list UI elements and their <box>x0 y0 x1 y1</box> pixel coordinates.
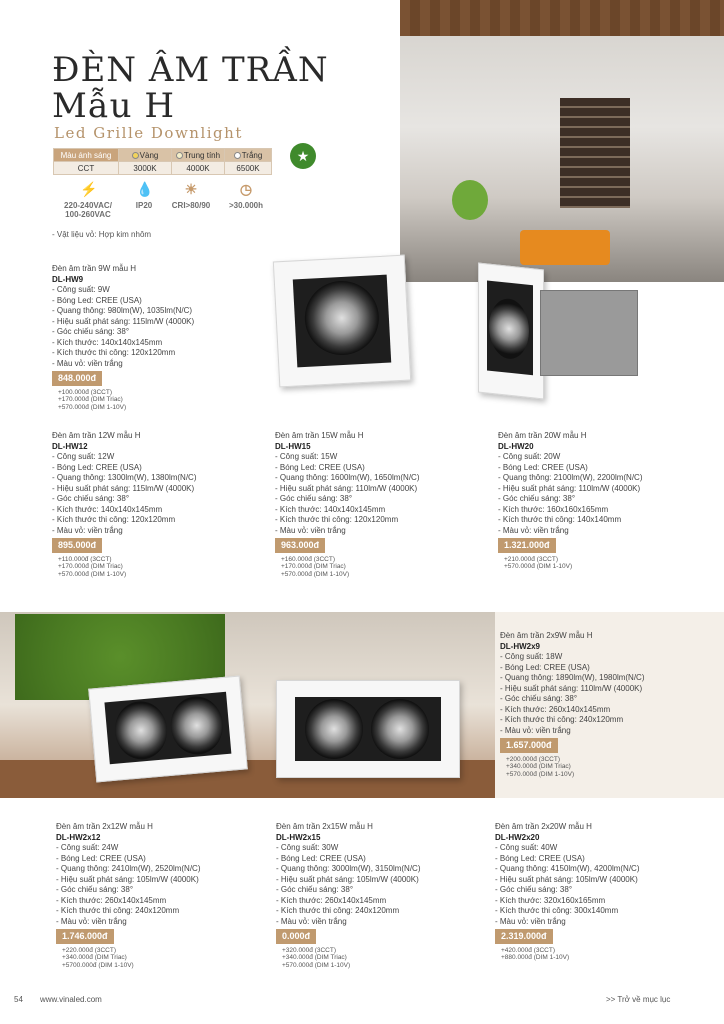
title-line-2: Mẫu H <box>52 86 176 126</box>
ct-neutral: Trung tính <box>172 149 225 162</box>
product-code: DL-HW9 <box>52 274 84 284</box>
price-tag: 0.000đ <box>276 929 316 944</box>
price-tag: 1.321.000đ <box>498 538 556 553</box>
bolt-icon: ⚡ <box>80 181 98 197</box>
ct-header-label: Màu ánh sáng <box>54 149 119 162</box>
ct-cct-cool: 6500K <box>225 162 272 175</box>
product-code: DL-HW20 <box>498 441 534 451</box>
price-options: +160.000đ (3CCT) +170.000đ (DIM Triac) +570.000đ (DIM 1-10V) <box>281 555 350 578</box>
orange-chair <box>520 230 610 265</box>
product-dl-hw20: Đèn âm trần 20W mẫu H DL-HW20 - Công suất: 20W - Bóng Led: CREE (USA) - Quang thông: 2100lm(W), 2200lm(N/C) - Hiệu suất phát sáng: 110lm/W (4000K) - Góc chiếu sáng: 38° - Kích thước: 160x160x165mm - Kích thước thi công: 140x140mm - Màu vỏ: viền trắng 1.321.000đ +210.000đ (3CCT) +570.000đ (DIM 1-10V) <box>498 431 643 570</box>
price-tag: 1.657.000đ <box>500 738 558 753</box>
spec-voltage: ⚡ 220-240VAC/ 100-260VAC <box>64 181 112 219</box>
fixture-double-1 <box>88 676 248 783</box>
product-dl-hw2x20: Đèn âm trần 2x20W mẫu H DL-HW2x20 - Công suất: 40W - Bóng Led: CREE (USA) - Quang thông: 4150lm(W), 4200lm(N/C) - Hiệu suất phát sáng: 105lm/W (4000K) - Góc chiếu sáng: 38° - Kích thước: 320x160x165mm - Kích thước thi công: 300x140mm - Màu vỏ: viền trắng 2.319.000đ +420.000đ (3CCT) +880.000đ (DIM 1-10V) <box>495 822 640 961</box>
wood-ceiling <box>400 0 724 36</box>
ct-cool: Trắng <box>225 149 272 162</box>
product-code: DL-HW2x9 <box>500 641 541 651</box>
warm-dot-icon <box>132 152 139 159</box>
cool-dot-icon <box>234 152 241 159</box>
product-code: DL-HW15 <box>275 441 311 451</box>
drops-icon: 💧 <box>136 181 154 197</box>
product-code: DL-HW12 <box>52 441 88 451</box>
product-dl-hw2x15: Đèn âm trần 2x15W mẫu H DL-HW2x15 - Công suất: 30W - Bóng Led: CREE (USA) - Quang thông: 3000lm(W), 3150lm(N/C) - Hiệu suất phát sáng: 105lm/W (4000K) - Góc chiếu sáng: 38° - Kích thước: 260x140x145mm - Kích thước thi công: 240x120mm - Màu vỏ: viền trắng 0.000đ +320.000đ (3CCT) +340.000đ (DIM Triac) +570.000đ (DIM 1-10V) <box>276 822 421 969</box>
spec-ip: 💧 IP20 <box>135 181 154 210</box>
product-code: DL-HW2x12 <box>56 832 101 842</box>
product-code: DL-HW2x20 <box>495 832 540 842</box>
price-tag: 2.319.000đ <box>495 929 553 944</box>
clock-icon: ◷ <box>239 181 253 197</box>
spec-cri: ☀ CRI>80/90 <box>171 181 211 210</box>
product-dl-hw2x12: Đèn âm trần 2x12W mẫu H DL-HW2x12 - Công suất: 24W - Bóng Led: CREE (USA) - Quang thông: 2410lm(W), 2520lm(N/C) - Hiệu suất phát sáng: 105lm/W (4000K) - Góc chiếu sáng: 38° - Kích thước: 260x140x145mm - Kích thước thi công: 240x120mm - Màu vỏ: viền trắng 1.746.000đ +220.000đ (3CCT) +340.000đ (DIM Triac) +5700.000đ (DIM 1-10V) <box>56 822 201 969</box>
price-options: +200.000đ (3CCT) +340.000đ (DIM Triac) +570.000đ (DIM 1-10V) <box>506 755 575 778</box>
price-tag: 1.746.000đ <box>56 929 114 944</box>
bookshelf <box>560 98 630 208</box>
neutral-dot-icon <box>176 152 183 159</box>
title-line-1: ĐÈN ÂM TRẦN <box>52 50 329 90</box>
product-code: DL-HW2x15 <box>276 832 321 842</box>
page-number: 54 <box>14 995 23 1004</box>
back-to-toc-link[interactable]: >> Trở về mục lục <box>606 995 671 1004</box>
ct-warm: Vàng <box>119 149 172 162</box>
price-options: +220.000đ (3CCT) +340.000đ (DIM Triac) +5700.000đ (DIM 1-10V) <box>62 946 134 969</box>
price-options: +210.000đ (3CCT) +570.000đ (DIM 1-10V) <box>504 555 573 570</box>
page-title <box>52 52 329 124</box>
fixture-double-2 <box>276 680 460 778</box>
price-tag: 895.000đ <box>52 538 102 553</box>
price-options: +420.000đ (3CCT) +880.000đ (DIM 1-10V) <box>501 946 570 961</box>
price-options: +100.000đ (3CCT) +170.000đ (DIM Triac) +570.000đ (DIM 1-10V) <box>58 388 127 411</box>
price-tag: 848.000đ <box>52 371 102 386</box>
product-dl-hw2x9: Đèn âm trần 2x9W mẫu H DL-HW2x9 - Công suất: 18W - Bóng Led: CREE (USA) - Quang thông: 1890lm(W), 1980lm(N/C) - Hiệu suất phát sáng: 110lm/W (4000K) - Góc chiếu sáng: 38° - Kích thước: 260x140x145mm - Kích thước thi công: 240x120mm - Màu vỏ: viền trắng 1.657.000đ +200.000đ (3CCT) +340.000đ (DIM Triac) +570.000đ (DIM 1-10V) <box>500 631 645 778</box>
website-link[interactable]: www.vinaled.com <box>40 995 102 1004</box>
product-name: Đèn âm trần 2x20W mẫu H <box>495 822 592 831</box>
fixture-single-1 <box>273 255 411 388</box>
ct-cct-neutral: 4000K <box>172 162 225 175</box>
product-dl-hw9: Đèn âm trần 9W mẫu H DL-HW9 - Công suất: 9W - Bóng Led: CREE (USA) - Quang thông: 980lm(W), 1035lm(N/C) - Hiệu suất phát sáng: 115lm/W (4000K) - Góc chiếu sáng: 38° - Kích thước: 140x140x145mm - Kích thước thi công: 120x120mm - Màu vỏ: viền trắng 848.000đ +100.000đ (3CCT) +170.000đ (DIM Triac) +570.000đ (DIM 1-10V) <box>52 264 195 411</box>
ct-cct-warm: 3000K <box>119 162 172 175</box>
page-subtitle: Led Grille Downlight <box>54 124 243 142</box>
energy-star-icon: ★ <box>290 143 316 169</box>
product-name: Đèn âm trần 20W mẫu H <box>498 431 587 440</box>
fixture-driver <box>540 290 638 376</box>
fixture-single-2 <box>478 263 544 400</box>
product-name: Đèn âm trần 9W mẫu H <box>52 264 137 273</box>
ct-cct-label: CCT <box>54 162 119 175</box>
price-options: +110.000đ (3CCT) +170.000đ (DIM Triac) +570.000đ (DIM 1-10V) <box>58 555 127 578</box>
product-name: Đèn âm trần 12W mẫu H <box>52 431 141 440</box>
product-name: Đèn âm trần 2x9W mẫu H <box>500 631 593 640</box>
price-options: +320.000đ (3CCT) +340.000đ (DIM Triac) +570.000đ (DIM 1-10V) <box>282 946 351 969</box>
material-note: - Vật liệu vỏ: Hợp kim nhôm <box>52 230 152 239</box>
product-name: Đèn âm trần 15W mẫu H <box>275 431 364 440</box>
plant <box>452 180 488 220</box>
spec-lifetime: ◷ >30.000h <box>228 181 264 210</box>
product-dl-hw12: Đèn âm trần 12W mẫu H DL-HW12 - Công suất: 12W - Bóng Led: CREE (USA) - Quang thông: 1300lm(W), 1380lm(N/C) - Hiệu suất phát sáng: 115lm/W (4000K) - Góc chiếu sáng: 38° - Kích thước: 140x140x145mm - Kích thước thi công: 120x120mm - Màu vỏ: viền trắng 895.000đ +110.000đ (3CCT) +170.000đ (DIM Triac) +570.000đ (DIM 1-10V) <box>52 431 197 578</box>
product-name: Đèn âm trần 2x15W mẫu H <box>276 822 373 831</box>
sun-icon: ☀ <box>184 181 198 197</box>
product-dl-hw15: Đèn âm trần 15W mẫu H DL-HW15 - Công suất: 15W - Bóng Led: CREE (USA) - Quang thông: 1600lm(W), 1650lm(N/C) - Hiệu suất phát sáng: 110lm/W (4000K) - Góc chiếu sáng: 38° - Kích thước: 140x140x145mm - Kích thước thi công: 120x120mm - Màu vỏ: viền trắng 963.000đ +160.000đ (3CCT) +170.000đ (DIM Triac) +570.000đ (DIM 1-10V) <box>275 431 420 578</box>
product-name: Đèn âm trần 2x12W mẫu H <box>56 822 153 831</box>
price-tag: 963.000đ <box>275 538 325 553</box>
color-temp-table <box>53 148 272 175</box>
